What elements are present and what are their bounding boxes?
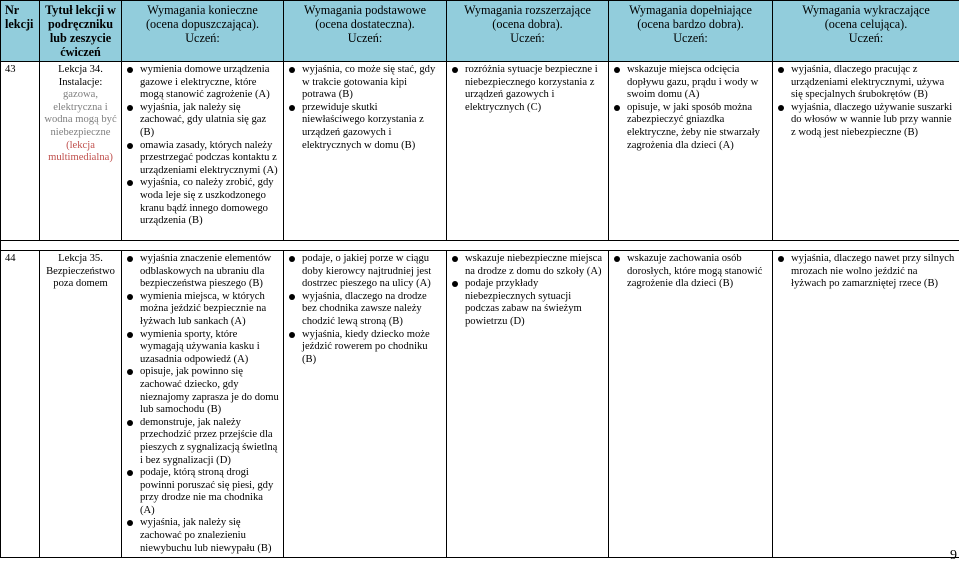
requirement-item: podaje, o jakiej porze w ciągu doby kierowcy najtrudniej jest dostrzec pieszego na ulicy (A) [288,253,442,291]
header-level-uczen: Uczeń: [848,31,884,45]
header-level-dopelniajace [609,1,773,62]
requirements-list [777,64,955,140]
requirements-list [613,253,768,291]
requirements-cell [447,62,609,241]
table-row [1,251,959,558]
requirement-item: wyjaśnia, dlaczego używanie suszarki do włosów w wannie lub przy wannie z wodą jest niebezpieczne (B) [777,102,955,140]
requirement-item: przewiduje skutki niewłaściwego korzystania z urządzeń gazowych i elektrycznych w domu (B) [288,102,442,152]
requirements-list [288,253,442,366]
header-level-name: Wymagania wykraczające [802,3,930,17]
requirement-item: wymienia miejsca, w których można jeździć bezpiecznie na łyżwach lub sankach (A) [126,291,279,329]
requirement-item: wyjaśnia znaczenie elementów odblaskowych na ubraniu dla bezpieczeństwa pieszego (B) [126,253,279,291]
requirement-item: wyjaśnia, dlaczego pracując z urządzeniami elektrycznymi, używa się specjalnych śrubokrętów (B) [777,64,955,102]
requirements-list [451,253,604,329]
requirements-cell [122,62,284,241]
requirements-cell [773,251,959,558]
requirement-item: wskazuje niebezpieczne miejsca na drodze z domu do szkoły (A) [451,253,604,278]
requirement-item: wskazuje miejsca odcięcia dopływu gazu, prądu i wody w swoim domu (A) [613,64,768,102]
requirement-item: wyjaśnia, co należy zrobić, gdy woda leje się z uszkodzonego kranu bądź innego domowego urządzenia (B) [126,177,279,227]
requirement-item: podaje przykłady niebezpiecznych sytuacji podczas zabaw na świeżym powietrzu (D) [451,278,604,328]
requirements-cell [284,251,447,558]
requirement-item: wyjaśnia, jak należy się zachować, gdy ulatnia się gaz (B) [126,102,279,140]
requirement-item: wyjaśnia, dlaczego na drodze bez chodnika zawsze należy chodzić lewą stroną (B) [288,291,442,329]
header-level-uczen: Uczeń: [347,31,383,45]
spacer-cell [1,241,959,251]
requirement-item: demonstruje, jak należy przechodzić przez przejście dla pieszych z sygnalizacją świetlną i bez sygnalizacji (D) [126,417,279,467]
header-level-uczen: Uczeń: [510,31,545,45]
requirement-item: omawia zasady, których należy przestrzegać podczas kontaktu z urządzeniami elektrycznymi (A) [126,140,279,178]
lesson-number: 43 [1,62,40,241]
header-level-uczen: Uczeń: [185,31,220,45]
header-level-name: Wymagania konieczne [147,3,258,17]
requirement-item: opisuje, jak powinno się zachować dziecko, gdy nieznajomy zaprasza je do domu lub samochodu (B) [126,366,279,416]
lesson-note: (lekcja multimedialna) [48,139,113,164]
requirement-item: wymienia domowe urządzenia gazowe i elektryczne, które mogą stanowić zagrożenie (A) [126,64,279,102]
lesson-title: Lekcja 34. Instalacje: [58,64,103,88]
header-level-grade: (ocena dopuszczająca). [146,17,259,31]
header-level-podstawowe [284,1,447,62]
header-level-grade: (ocena dostateczna). [315,17,415,31]
requirement-item: opisuje, w jaki sposób można zabezpieczyć gniazdka elektryczne, żeby nie stwarzały zagrożenia dla dzieci (A) [613,102,768,152]
table-row [1,62,959,241]
requirement-item: wyjaśnia, kiedy dziecko może jeździć rowerem po chodniku (B) [288,329,442,367]
header-row [1,1,959,62]
requirement-item: podaje, którą stroną drogi powinni poruszać się piesi, gdy przy drodze nie ma chodnika (A) [126,467,279,517]
requirements-cell [609,62,773,241]
header-level-name: Wymagania podstawowe [303,3,427,17]
header-level-name: Wymagania dopełniające [629,3,752,17]
requirements-cell [773,62,959,241]
header-level-rozszerzajace [447,1,609,62]
requirements-list [451,64,604,114]
lesson-subtitle: gazowa, elektryczna i wodna mogą być niebezpieczne [44,89,117,138]
requirements-list [126,253,279,555]
requirements-cell [609,251,773,558]
header-nr: Nr lekcji [1,1,40,62]
header-level-name: Wymagania rozszerzające [464,3,591,17]
header-level-grade: (ocena dobra). [492,17,563,31]
header-level-grade: (ocena celująca). [824,17,908,31]
header-level-wykraczajace [773,1,959,62]
row-spacer [1,241,959,251]
requirement-item: wyjaśnia, co może się stać, gdy w trakcie gotowania kipi potrawa (B) [288,64,442,102]
requirements-cell [284,62,447,241]
header-level-uczen: Uczeń: [673,31,708,45]
header-title: Tytuł lekcji w podręczniku lub zeszycie ćwiczeń [40,1,122,62]
header-level-konieczne [122,1,284,62]
requirement-item: wskazuje zachowania osób dorosłych, które mogą stanowić zagrożenie dla dzieci (B) [613,253,768,291]
requirements-list [613,64,768,152]
page-number: 9 [950,548,957,563]
requirements-list [777,253,955,291]
requirements-cell [122,251,284,558]
header-level-grade: (ocena bardzo dobra). [637,17,744,31]
requirement-item: rozróżnia sytuacje bezpieczne i niebezpiecznego korzystania z urządzeń gazowych i elektrycznych (C) [451,64,604,114]
requirements-list [288,64,442,152]
lesson-title-cell [40,62,122,241]
requirement-item: wyjaśnia, jak należy się zachować po znalezieniu niewybuchu lub niewypału (B) [126,517,279,555]
requirements-cell [447,251,609,558]
lesson-title: Lekcja 35. Bezpieczeństwo poza domem [46,253,115,290]
requirement-item: wyjaśnia, dlaczego nawet przy silnych mrozach nie wolno jeździć na łyżwach po zamarzniętej rzece (B) [777,253,955,291]
lesson-number: 44 [1,251,40,558]
lesson-title-cell [40,251,122,558]
requirement-item: wymienia sporty, które wymagają używania kasku i uzasadnia odpowiedź (A) [126,329,279,367]
requirements-list [126,64,279,228]
